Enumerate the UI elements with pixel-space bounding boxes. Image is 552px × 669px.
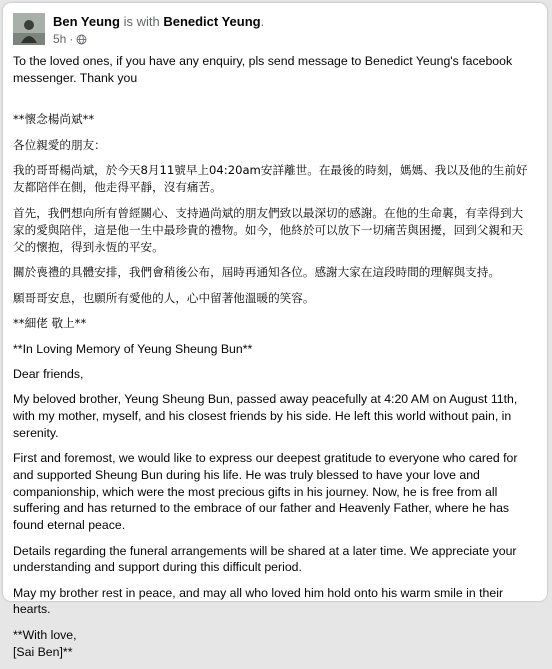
post-timestamp[interactable]: 5h (53, 32, 67, 46)
zh-signature: **細佬 敬上** (13, 316, 87, 331)
en-paragraph-4: May my brother rest in peace, and may all who loved him hold onto his warm smile in their hearts. (13, 585, 504, 617)
en-signature-line-2: [Sai Ben]** (13, 644, 73, 659)
en-signature (13, 627, 531, 661)
zh-paragraph-2: 首先，我們想向所有曾經關心、支持過尚斌的朋友們致以最深切的感謝。在他的生命裏，有幸得到大家的愛與陪伴，這是他一生中最珍貴的禮物。如今，他終於可以放下一切痛苦與困擾，回到父親和天父的懷抱，得到永恆的平安。 (13, 205, 524, 254)
author-line (53, 14, 264, 30)
en-paragraph-1: My beloved brother, Yeung Sheung Bun, passed away peacefully at 4:20 AM on August 11th, with my mother, myself, and his closest friends by his side. He left this world without pain, in serenity. (13, 392, 518, 440)
globe-icon[interactable] (76, 34, 87, 45)
with-text: is with (123, 14, 160, 29)
author-name[interactable]: Ben Yeung (53, 14, 120, 29)
zh-paragraph-4: 願哥哥安息，也願所有愛他的人，心中留著他溫暖的笑容。 (13, 290, 315, 305)
zh-paragraph-3: 關於喪禮的具體安排，我們會稍後公布，屆時再通知各位。感謝大家在這段時間的理解與支持。 (13, 265, 500, 280)
avatar[interactable] (13, 13, 45, 45)
tagged-name[interactable]: Benedict Yeung (163, 14, 261, 29)
author-line-period: . (260, 14, 265, 29)
post-header (13, 13, 537, 53)
en-paragraph-2: First and foremost, we would like to express our deepest gratitude to everyone who cared for and supported Sheung Bun during his life. He was truly blessed to have your love and companionship, which were the most precious gifts in his journey. Now, he is free from all suffering and has returned to the embrace of our father and Heavenly Father, where he has found eternal peace. (13, 451, 518, 533)
zh-title: **懷念楊尚斌** (13, 112, 95, 127)
post-meta (53, 32, 87, 46)
meta-separator: · (69, 32, 74, 46)
en-title: **In Loving Memory of Yeung Sheung Bun** (13, 341, 253, 356)
post-card (3, 3, 547, 659)
zh-paragraph-1: 我的哥哥楊尚斌，於今天8月11號早上04:20am安詳離世。在最後的時刻，媽媽、我以及他的生前好友都陪伴在側，他走得平靜，沒有痛苦。 (13, 163, 528, 195)
avatar-image (13, 13, 45, 45)
en-greeting: Dear friends, (13, 366, 84, 381)
en-signature-line-1: **With love, (13, 627, 77, 642)
en-paragraph-3: Details regarding the funeral arrangements will be shared at a later time. We appreciate your understanding and support during this difficult period. (13, 543, 517, 575)
intro-text: To the loved ones, if you have any enquiry, pls send message to Benedict Yeung's facebook messenger. Thank you (13, 54, 513, 85)
zh-greeting: 各位親愛的朋友： (13, 137, 106, 152)
post-body (13, 53, 531, 669)
spacer (13, 95, 531, 111)
